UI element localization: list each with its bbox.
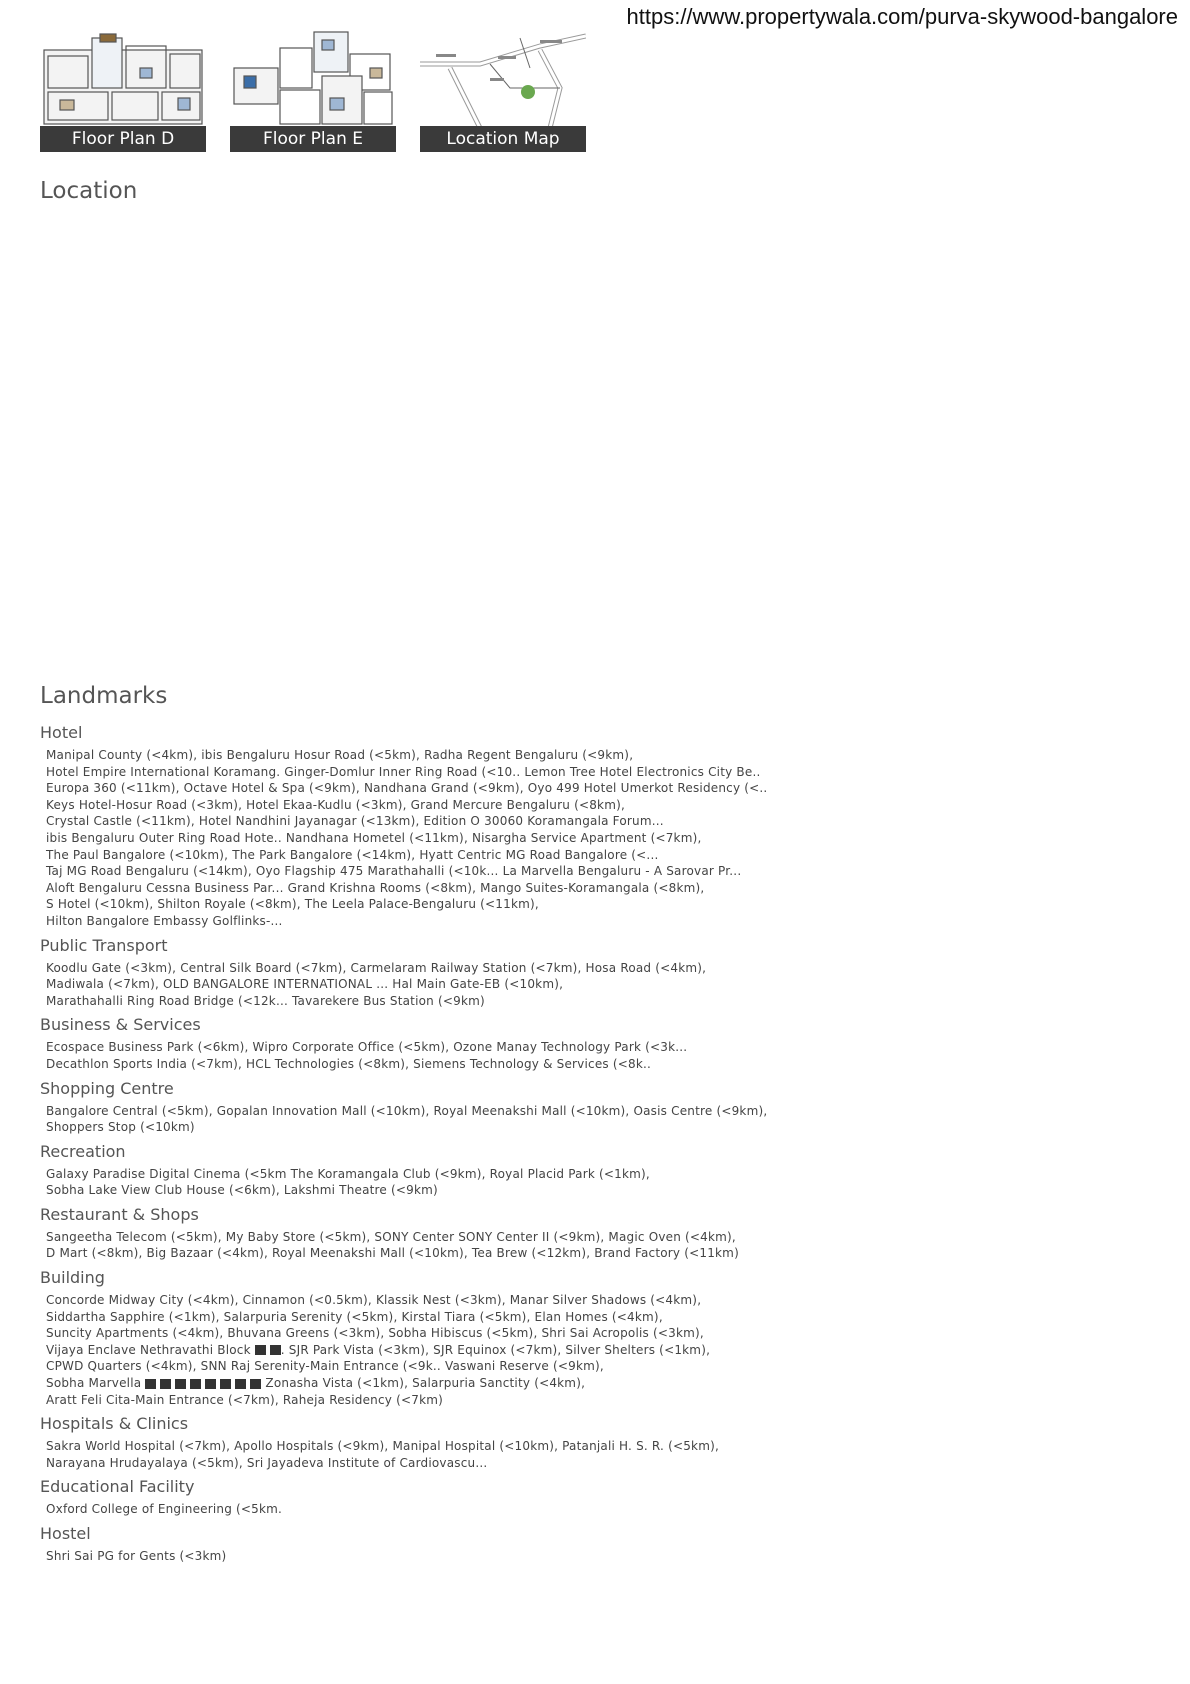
redacted-glyph [205, 1379, 216, 1389]
list-item: Aloft Bengaluru Cessna Business Par... Grand Krishna Rooms (<8km), Mango Suites-Koramangala (<8km), [46, 880, 705, 895]
list-item-text: Sobha Marvella [46, 1376, 142, 1391]
list-item: Galaxy Paradise Digital Cinema (<5km The Koramangala Club (<9km), Royal Placid Park (<1km), [46, 1166, 650, 1181]
list-item: Oxford College of Engineering (<5km. [46, 1502, 283, 1517]
category-public-transport [40, 935, 800, 1010]
category-hotel [40, 722, 800, 930]
list-item: Shri Sai PG for Gents (<3km) [46, 1549, 227, 1563]
thumbnail-strip [40, 28, 586, 152]
category-heading: Hospitals & Clinics [40, 1414, 189, 1434]
category-items [46, 1166, 800, 1199]
landmarks-list [40, 722, 800, 1570]
redacted-glyph [255, 1345, 266, 1355]
list-item [46, 1375, 800, 1392]
category-heading: Hostel [40, 1524, 91, 1543]
list-item [46, 1342, 800, 1359]
location-heading: Location [40, 178, 138, 204]
floor-plan-e-thumbnail[interactable] [230, 28, 396, 152]
list-item: Sobha Lake View Club House (<6km), Lakshmi Theatre (<9km) [46, 1183, 438, 1198]
source-url[interactable]: https://www.propertywala.com/purva-skywood-bangalore [626, 4, 1178, 29]
redacted-glyph [145, 1379, 156, 1389]
list-item: Bangalore Central (<5km), Gopalan Innovation Mall (<10km), Royal Meenakshi Mall (<10km), Oasis Centre (<9km), [46, 1103, 768, 1118]
category-heading: Hotel [40, 723, 83, 742]
category-building [40, 1267, 800, 1408]
redacted-glyph [270, 1345, 281, 1355]
list-item: CPWD Quarters (<4km), SNN Raj Serenity-Main Entrance (<9k.. Vaswani Reserve (<9km), [46, 1359, 604, 1374]
thumbnail-caption: Location Map [420, 126, 586, 152]
redacted-glyph [160, 1379, 171, 1389]
list-item: Koodlu Gate (<3km), Central Silk Board (<7km), Carmelaram Railway Station (<7km), Hosa Road (<4km), [46, 960, 707, 975]
list-item: Hotel Empire International Koramang. Ginger-Domlur Inner Ring Road (<10.. Lemon Tree Hotel Electronics City Be.. [46, 764, 761, 779]
floor-plan-d-thumbnail[interactable] [40, 28, 206, 152]
category-items [46, 1229, 800, 1262]
floor-plan-image [230, 28, 396, 128]
list-item: Siddartha Sapphire (<1km), Salarpuria Serenity (<5km), Kirstal Tiara (<5km), Elan Homes (<4km), [46, 1309, 663, 1324]
category-items [46, 1103, 800, 1136]
category-heading: Business & Services [40, 1015, 201, 1035]
category-heading: Public Transport [40, 935, 168, 955]
category-heading: Building [40, 1268, 105, 1288]
redacted-glyph [250, 1379, 261, 1389]
thumbnail-caption: Floor Plan E [230, 126, 396, 152]
redacted-glyph [220, 1379, 231, 1389]
list-item: ibis Bengaluru Outer Ring Road Hote.. Nandhana Hometel (<11km), Nisargha Service Apartment (<7km), [46, 830, 702, 845]
list-item: D Mart (<8km), Big Bazaar (<4km), Royal Meenakshi Mall (<10km), Tea Brew (<12km), Brand Factory (<11km) [46, 1246, 739, 1261]
category-items [46, 1501, 800, 1518]
list-item: Shoppers Stop (<10km) [46, 1120, 195, 1135]
list-item: Suncity Apartments (<4km), Bhuvana Greens (<3km), Sobha Hibiscus (<5km), Shri Sai Acropolis (<3km), [46, 1326, 704, 1341]
list-item: Sakra World Hospital (<7km), Apollo Hospitals (<9km), Manipal Hospital (<10km), Patanjali H. S. R. (<5km), [46, 1439, 719, 1454]
floor-plan-image [40, 28, 206, 128]
category-items [46, 1438, 800, 1471]
category-items [46, 960, 800, 1010]
list-item: Ecospace Business Park (<6km), Wipro Corporate Office (<5km), Ozone Manay Technology Park (<3k... [46, 1040, 688, 1055]
category-heading: Educational Facility [40, 1477, 195, 1497]
location-map-thumbnail[interactable] [420, 28, 586, 152]
map-image [420, 28, 586, 128]
category-heading: Shopping Centre [40, 1078, 174, 1098]
list-item-text: . SJR Park Vista (<3km), SJR Equinox (<7km), Silver Shelters (<1km), [280, 1342, 711, 1357]
redacted-glyph [190, 1379, 201, 1389]
list-item: Decathlon Sports India (<7km), HCL Technologies (<8km), Siemens Technology & Services (<8k.. [46, 1056, 652, 1071]
category-business-services [40, 1014, 800, 1072]
redacted-glyph [235, 1379, 246, 1389]
category-recreation [40, 1141, 800, 1199]
thumbnail-caption: Floor Plan D [40, 126, 206, 152]
category-items [46, 747, 800, 930]
category-restaurant-shops [40, 1204, 800, 1262]
list-item: Concorde Midway City (<4km), Cinnamon (<0.5km), Klassik Nest (<3km), Manar Silver Shadows (<4km), [46, 1293, 702, 1308]
list-item: The Paul Bangalore (<10km), The Park Bangalore (<14km), Hyatt Centric MG Road Bangalore (<... [46, 847, 659, 862]
category-items [46, 1292, 800, 1408]
list-item: Manipal County (<4km), ibis Bengaluru Hosur Road (<5km), Radha Regent Bengaluru (<9km), [46, 748, 634, 762]
list-item: Marathahalli Ring Road Bridge (<12k... Tavarekere Bus Station (<9km) [46, 993, 485, 1008]
category-hostel [40, 1523, 800, 1565]
category-items [46, 1548, 800, 1565]
category-items [46, 1039, 800, 1072]
list-item-text: Vijaya Enclave Nethravathi Block [46, 1342, 251, 1357]
list-item: Keys Hotel-Hosur Road (<3km), Hotel Ekaa-Kudlu (<3km), Grand Mercure Bengaluru (<8km), [46, 797, 625, 812]
category-shopping-centre [40, 1078, 800, 1136]
list-item: S Hotel (<10km), Shilton Royale (<8km), The Leela Palace-Bengaluru (<11km), [46, 897, 539, 912]
category-heading: Recreation [40, 1141, 126, 1161]
category-heading: Restaurant & Shops [40, 1204, 199, 1224]
list-item: Narayana Hrudayalaya (<5km), Sri Jayadeva Institute of Cardiovascu... [46, 1455, 488, 1470]
redacted-glyph [175, 1379, 186, 1389]
list-item: Sangeetha Telecom (<5km), My Baby Store (<5km), SONY Center SONY Center II (<9km), Magic Oven (<4km), [46, 1229, 736, 1244]
category-educational-facility [40, 1476, 800, 1518]
category-hospitals-clinics [40, 1413, 800, 1471]
list-item: Hilton Bangalore Embassy Golflinks-... [46, 913, 283, 928]
list-item: Madiwala (<7km), OLD BANGALORE INTERNATIONAL ... Hal Main Gate-EB (<10km), [46, 977, 564, 992]
list-item: Europa 360 (<11km), Octave Hotel & Spa (<9km), Nandhana Grand (<9km), Oyo 499 Hotel Umerkot Residency (<.. [46, 781, 768, 796]
list-item: Aratt Feli Cita-Main Entrance (<7km), Raheja Residency (<7km) [46, 1392, 443, 1407]
list-item: Taj MG Road Bengaluru (<14km), Oyo Flagship 475 Marathahalli (<10k... La Marvella Bengaluru - A Sarovar Pr... [46, 864, 742, 879]
list-item: Crystal Castle (<11km), Hotel Nandhini Jayanagar (<13km), Edition O 30060 Koramangala Forum... [46, 814, 664, 829]
landmarks-heading: Landmarks [40, 683, 168, 709]
list-item-text: Zonasha Vista (<1km), Salarpuria Sanctity (<4km), [261, 1376, 586, 1391]
